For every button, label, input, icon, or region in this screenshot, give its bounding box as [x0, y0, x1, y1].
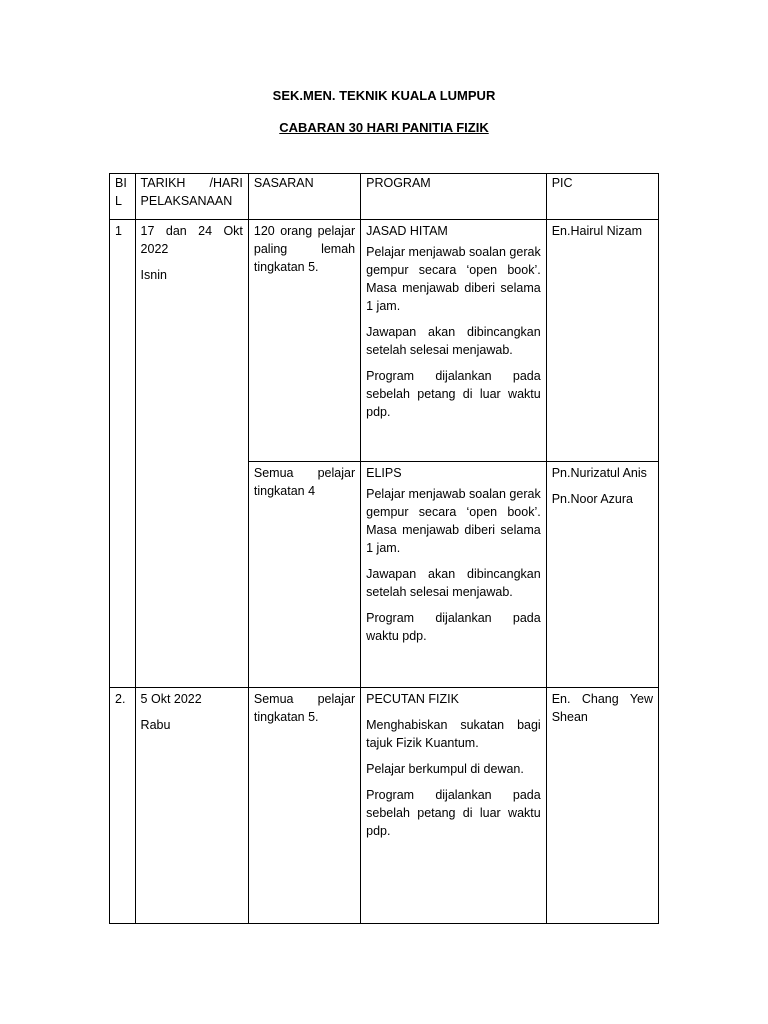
school-name: SEK.MEN. TEKNIK KUALA LUMPUR — [272, 88, 496, 103]
row-bil-cell — [110, 688, 136, 924]
header-hari-label: /HARI — [209, 176, 243, 190]
row-date: 17 dan 24 Okt 2022 — [140, 224, 243, 256]
program-paragraph: Jawapan akan dibincangkan setelah selesai menjawab. — [366, 325, 541, 357]
row-tarikh-cell — [135, 688, 248, 924]
header-tarikh-label: TARIKH — [140, 176, 186, 190]
program-paragraph: Program dijalankan pada sebelah petang di luar waktu pdp. — [366, 788, 541, 838]
row-sasaran: 120 orang pelajar paling lemah tingkatan 5. — [253, 224, 356, 274]
pic-name: En.Hairul Nizam — [551, 224, 643, 238]
program-paragraph: Jawapan akan dibincangkan setelah selesai menjawab. — [366, 567, 541, 599]
program-paragraph: Pelajar menjawab soalan gerak gempur secara ‘open book’. Masa menjawab diberi selama 1 jam. — [366, 245, 541, 313]
row-sasaran: Semua pelajar tingkatan 5. — [253, 692, 356, 724]
program-title: JASAD HITAM — [366, 224, 448, 238]
row-sasaran-cell — [248, 688, 360, 924]
row-sasaran-cell — [248, 462, 360, 688]
program-paragraph: Program dijalankan pada waktu pdp. — [366, 611, 541, 643]
header-pic-label: PIC — [551, 176, 573, 190]
document-title: CABARAN 30 HARI PANITIA FIZIK — [279, 120, 489, 135]
row-pic-cell — [546, 220, 658, 462]
program-paragraph: Pelajar menjawab soalan gerak gempur secara ‘open book’. Masa menjawab diberi selama 1 jam. — [366, 487, 541, 555]
program-title: ELIPS — [366, 466, 402, 480]
programme-table — [109, 173, 659, 924]
table-header-row — [110, 174, 659, 220]
row-day: Rabu — [140, 718, 171, 732]
row-sasaran-cell — [248, 220, 360, 462]
header-tarikh-line — [141, 174, 243, 192]
row-bil-cell — [110, 220, 136, 688]
program-paragraph: Pelajar berkumpul di dewan. — [366, 762, 524, 776]
header-pelaksanaan-label: PELAKSANAAN — [140, 194, 233, 208]
header-bil-label: BI L — [115, 176, 127, 208]
row-bil: 1 — [115, 224, 122, 238]
program-paragraph: Program dijalankan pada sebelah petang di luar waktu pdp. — [366, 369, 541, 419]
header-tarikh — [135, 174, 248, 220]
header-program — [361, 174, 547, 220]
row-tarikh-cell — [135, 220, 248, 688]
header-sasaran-label: SASARAN — [253, 176, 314, 190]
pic-name: Pn.Nurizatul Anis — [551, 466, 647, 480]
row-program-cell — [361, 462, 547, 688]
row-pic-cell — [546, 462, 658, 688]
row-day: Isnin — [140, 268, 167, 282]
header-bil — [110, 174, 136, 220]
row-sasaran: Semua pelajar tingkatan 4 — [253, 466, 356, 498]
header-sasaran — [248, 174, 360, 220]
pic-name: En. Chang Yew Shean — [551, 692, 653, 724]
row-program-cell — [361, 688, 547, 924]
header-pic — [546, 174, 658, 220]
program-paragraph: Menghabiskan sukatan bagi tajuk Fizik Kuantum. — [366, 718, 541, 750]
pic-name: Pn.Noor Azura — [551, 492, 633, 506]
header-program-label: PROGRAM — [366, 176, 431, 190]
row-program-cell — [361, 220, 547, 462]
row-pic-cell — [546, 688, 658, 924]
table-row — [110, 688, 659, 924]
program-title: PECUTAN FIZIK — [366, 692, 459, 706]
row-bil: 2. — [115, 692, 126, 706]
table-row — [110, 220, 659, 462]
row-date: 5 Okt 2022 — [140, 692, 202, 706]
